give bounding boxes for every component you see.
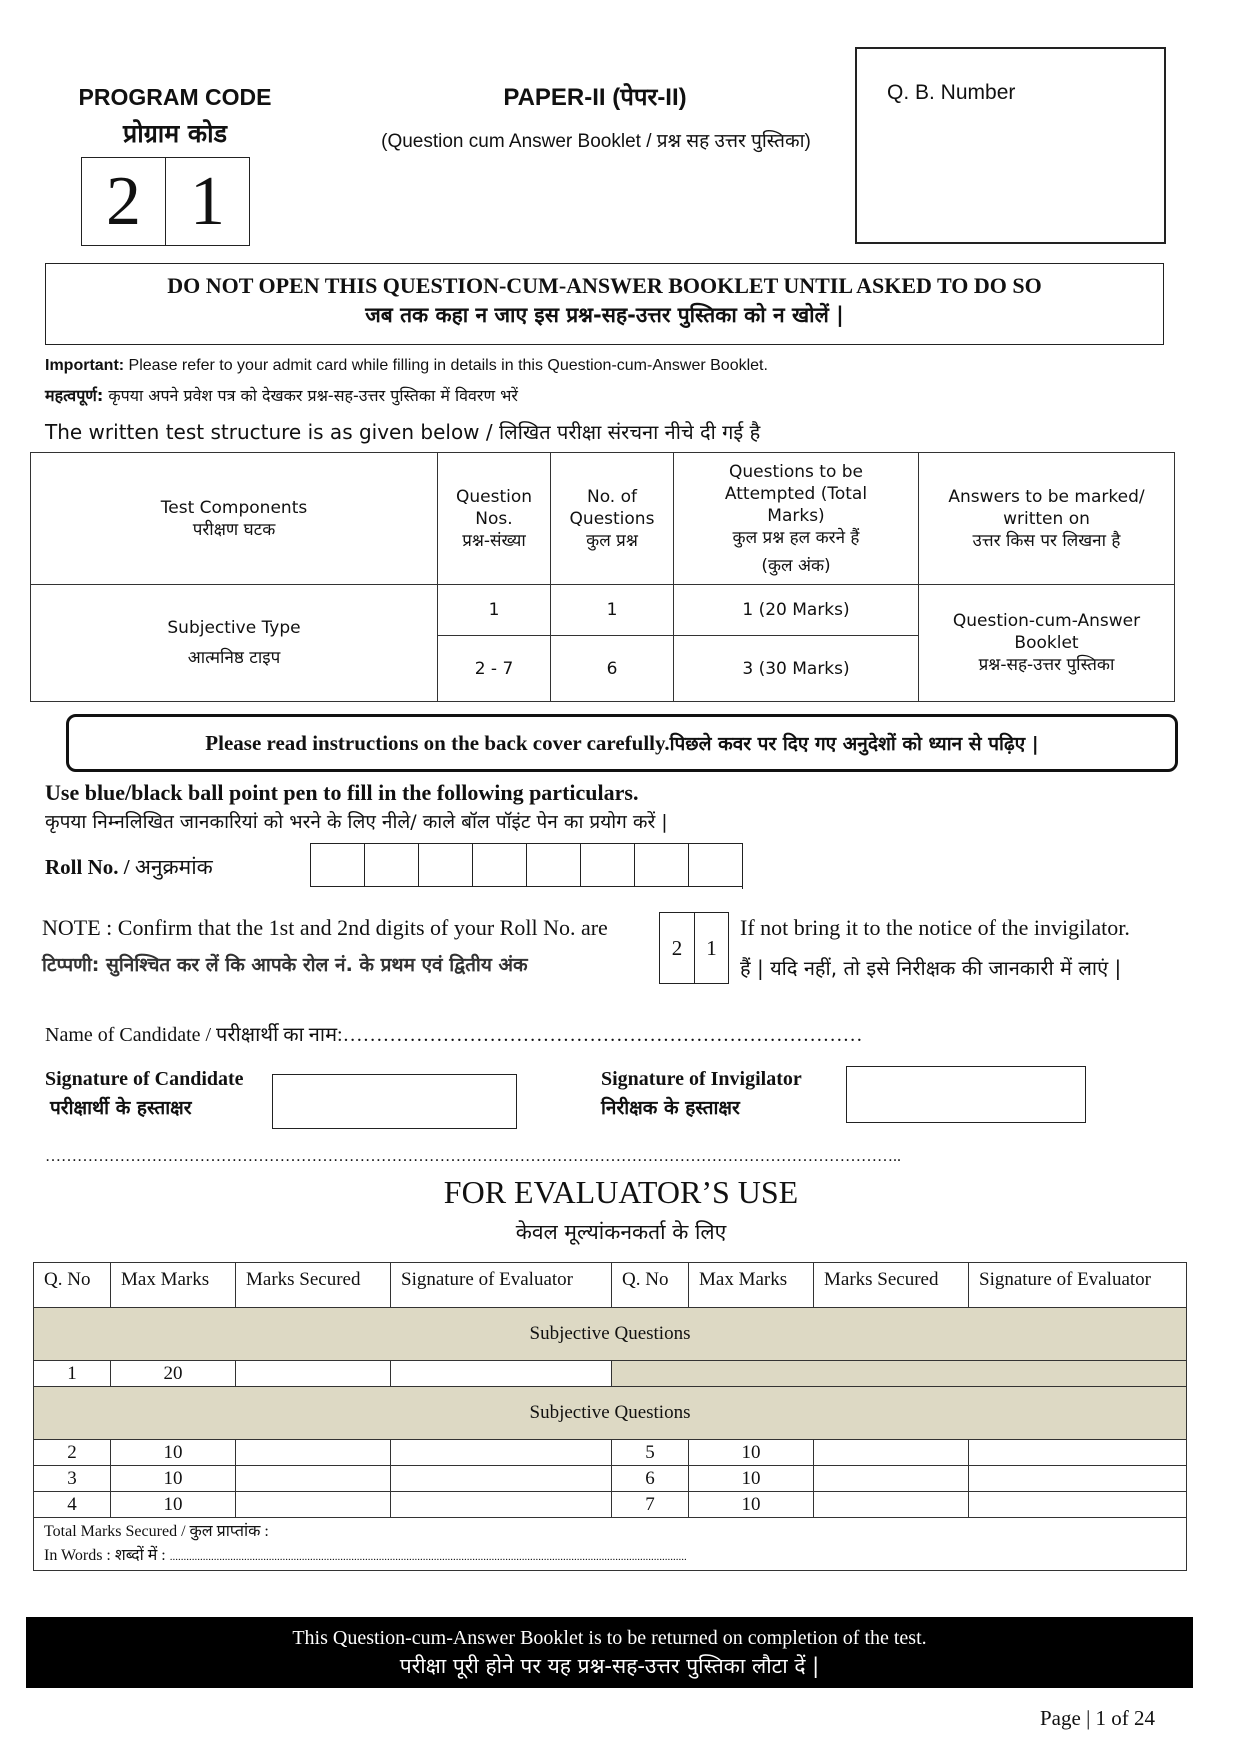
important-text: Please refer to your admit card while filling in details in this Question-cum-Answer Booklet. [124,357,768,374]
table-row [34,1466,1187,1492]
table-header-cell: Test Components परीक्षण घटक [31,453,438,585]
qb-number-label: Q. B. Number [887,81,1016,104]
qno-cell: 3 [34,1466,111,1492]
table-cell: 1 [438,585,551,636]
table-cell: 2 - 7 [438,636,551,702]
evaluator-title: FOR EVALUATOR’S USE [443,1174,799,1210]
roll-digit-box[interactable] [472,843,526,887]
important-label-hindi: महत्वपूर्ण: [45,386,104,405]
evaluator-signature-cell[interactable] [969,1440,1187,1466]
table-header-cell: Question Nos. प्रश्न-संख्या [438,453,551,585]
program-code-label: PROGRAM CODE [78,84,272,110]
table-header-cell: Max Marks [689,1263,814,1308]
footer-text: This Question-cum-Answer Booklet is to be returned on completion of the test. [292,1627,927,1649]
section-label: Subjective Questions [34,1308,1187,1361]
marks-secured-cell[interactable] [236,1361,391,1387]
qno-cell: 4 [34,1492,111,1518]
pen-note: Use blue/black ball point pen to fill in the following particulars. [45,780,639,805]
max-marks-cell: 10 [689,1492,814,1518]
marks-secured-cell[interactable] [236,1492,391,1518]
important-text-hindi: कृपया अपने प्रवेश पत्र को देखकर प्रश्न-सह-उत्तर पुस्तिका में विवरण भरें [103,386,518,405]
max-marks-cell: 10 [111,1466,236,1492]
footer-banner [26,1617,1193,1688]
table-cell: 3 (30 Marks) [674,636,919,702]
note-text: NOTE : Confirm that the 1st and 2nd digits of your Roll No. are [42,915,608,940]
marks-secured-cell[interactable] [814,1466,969,1492]
instructions-text-hindi: पिछले कवर पर दिए गए अनुदेशों को ध्यान से पढ़िए | [669,733,1039,755]
total-marks-label: Total Marks Secured / कुल प्राप्तांक : [44,1522,269,1540]
max-marks-cell: 10 [689,1466,814,1492]
candidate-name-label: Name of Candidate / परीक्षार्थी का नाम: [45,1024,343,1046]
table-header-cell: Q. No [34,1263,111,1308]
important-label: Important: [45,357,125,374]
note-digit: 2 [660,913,695,983]
table-cell: 1 (20 Marks) [674,585,919,636]
roll-digit-box[interactable] [634,843,688,887]
qno-cell: 2 [34,1440,111,1466]
signature-candidate-label: Signature of Candidate [45,1068,244,1090]
marks-secured-cell[interactable] [236,1440,391,1466]
roll-digit-box[interactable] [580,843,634,887]
program-code-digit: 2 [82,158,166,245]
max-marks-cell: 10 [689,1440,814,1466]
important-note [45,357,768,375]
signature-candidate-label-hindi: परीक्षार्थी के हस्ताक्षर [50,1097,192,1119]
marks-secured-cell[interactable] [814,1440,969,1466]
section-label: Subjective Questions [34,1387,1187,1440]
note-after-text-hindi: हैं | यदि नहीं, तो इसे निरीक्षक की जानकारी में लाएं | [740,956,1122,980]
qno-cell: 7 [612,1492,689,1518]
table-header-cell: Questions to be Attempted (Total Marks) कुल प्रश्न हल करने हैं (कुल अंक) [674,453,919,585]
table-header-cell: Marks Secured [814,1263,969,1308]
table-row [34,1492,1187,1518]
shaded-cell [612,1361,1187,1387]
max-marks-cell: 20 [111,1361,236,1387]
qno-cell: 6 [612,1466,689,1492]
in-words-field [44,1544,1186,1569]
roll-no-label-en: Roll No. / [45,855,135,879]
instructions-text: Please read instructions on the back cover carefully. [205,730,670,755]
marks-secured-cell[interactable] [236,1466,391,1492]
marks-secured-cell[interactable] [814,1492,969,1518]
note-digit: 1 [706,936,717,960]
roll-digit-box[interactable] [364,843,418,887]
total-row [34,1518,1187,1571]
signature-candidate-box[interactable] [272,1074,517,1129]
section-row [34,1387,1187,1440]
roll-no-label-hindi: अनुक्रमांक [134,855,213,879]
in-words-dots: ............................................................................................................................................................................................ [169,1550,687,1563]
evaluator-title-hindi: केवल मूल्यांकनकर्ता के लिए [515,1220,727,1244]
paper-subtitle: (Question cum Answer Booklet / प्रश्न सह उत्तर पुस्तिका) [381,131,811,152]
table-header-cell: Marks Secured [236,1263,391,1308]
evaluator-signature-cell[interactable] [391,1440,612,1466]
qno-cell: 1 [34,1361,111,1387]
table-header-cell: Signature of Evaluator [391,1263,612,1308]
table-header-cell: Signature of Evaluator [969,1263,1187,1308]
evaluator-signature-cell[interactable] [969,1466,1187,1492]
warning-text-hindi: जब तक कहा न जाए इस प्रश्न-सह-उत्तर पुस्तिका को न खोलें | [365,303,844,327]
table-header-row [34,1263,1187,1308]
table-cell: Subjective Type आत्मनिष्ठ टाइप [31,585,438,702]
table-cell: Question-cum-Answer Booklet प्रश्न-सह-उत्तर पुस्तिका [919,585,1175,702]
signature-invigilator-label-hindi: निरीक्षक के हस्ताक्षर [601,1097,740,1119]
signature-invigilator-label: Signature of Invigilator [601,1068,802,1090]
program-code-label-hindi: प्रोग्राम कोड [123,119,227,148]
table-cell: 1 [551,585,674,636]
roll-digit-box[interactable] [310,843,364,887]
candidate-name-field[interactable] [45,1020,863,1047]
section-row [34,1308,1187,1361]
divider-dots: …………………………………………………………………………………………………………………………………………….. [45,1148,901,1165]
table-row [34,1361,1187,1387]
table-cell: 6 [551,636,674,702]
evaluator-signature-cell[interactable] [391,1492,612,1518]
in-words-label: In Words : शब्दों में : [44,1546,170,1564]
warning-box [45,263,1164,345]
roll-digit-box[interactable] [688,843,742,887]
note-after-text: If not bring it to the notice of the invigilator. [740,915,1130,940]
important-note-hindi [45,384,518,406]
qb-number-box[interactable] [855,47,1166,244]
roll-no-label [45,853,213,881]
instructions-banner [66,714,1178,772]
program-code-digit: 1 [190,163,225,240]
candidate-name-dots: …………………………………………………………………… [342,1024,863,1046]
paper-title: PAPER-II (पेपर-II) [503,84,687,111]
table-header-cell: Q. No [612,1263,689,1308]
evaluator-signature-cell[interactable] [969,1492,1187,1518]
program-code-box [81,157,250,246]
table-header-row [31,453,1175,585]
signature-invigilator-box[interactable] [846,1066,1086,1123]
evaluator-signature-cell[interactable] [391,1466,612,1492]
evaluator-table [33,1262,1187,1571]
footer-text-hindi: परीक्षा पूरी होने पर यह प्रश्न-सह-उत्तर पुस्तिका लौटा दें | [399,1654,820,1678]
structure-table [30,452,1175,702]
evaluator-signature-cell[interactable] [391,1361,612,1387]
table-header-cell: No. of Questions कुल प्रश्न [551,453,674,585]
max-marks-cell: 10 [111,1440,236,1466]
table-header-cell: Max Marks [111,1263,236,1308]
page-number: Page | 1 of 24 [1040,1706,1156,1730]
table-header-cell: Answers to be marked/ written on उत्तर किस पर लिखना है [919,453,1175,585]
roll-digit-box[interactable] [418,843,472,887]
table-row [31,585,1175,636]
max-marks-cell: 10 [111,1492,236,1518]
note-text-hindi: टिप्पणी: सुनिश्चित कर लें कि आपके रोल नं. के प्रथम एवं द्वितीय अंक [42,954,528,976]
warning-text: DO NOT OPEN THIS QUESTION-CUM-ANSWER BOOKLET UNTIL ASKED TO DO SO [167,273,1042,298]
roll-digit-box[interactable] [526,843,580,887]
note-digits-box [659,912,729,984]
structure-heading: The written test structure is as given below / लिखित परीक्षा संरचना नीचे दी गई है [45,420,761,444]
total-cell[interactable] [34,1518,1187,1571]
pen-note-hindi: कृपया निम्नलिखित जानकारियां को भरने के लिए नीले/ काले बॉल पॉइंट पेन का प्रयोग करें | [45,811,668,833]
roll-no-input[interactable] [310,843,743,889]
qno-cell: 5 [612,1440,689,1466]
table-row [34,1440,1187,1466]
